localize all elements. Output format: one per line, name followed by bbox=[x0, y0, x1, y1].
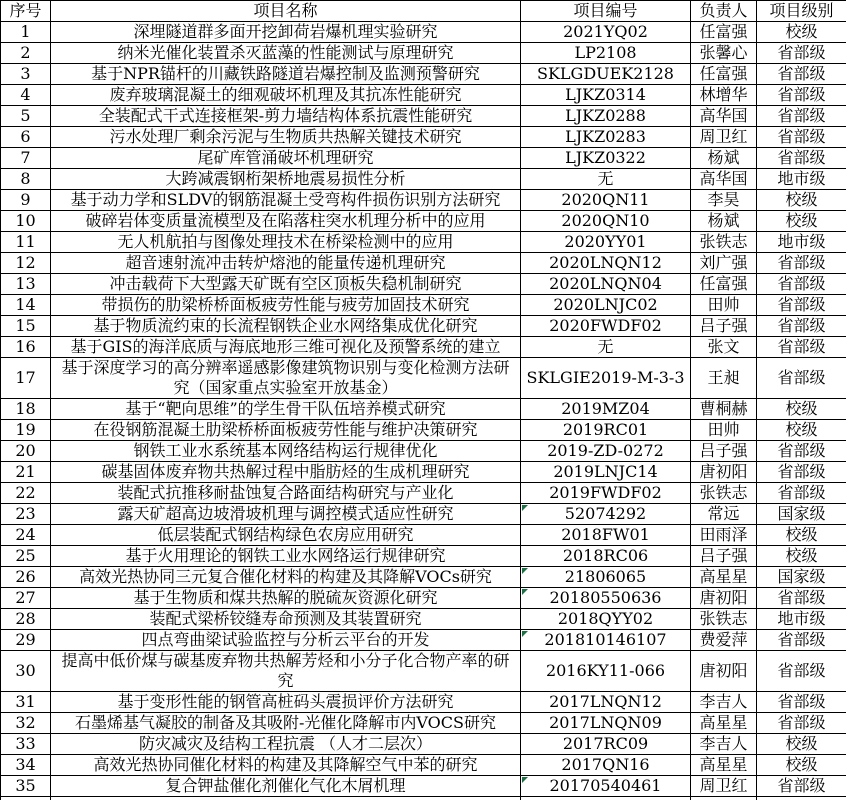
row-index-cell[interactable]: 2 bbox=[1, 43, 51, 64]
leader-cell[interactable]: 杨斌 bbox=[691, 211, 757, 232]
leader-cell[interactable]: 曹桐赫 bbox=[691, 399, 757, 420]
header-cell-leader[interactable]: 负责人 bbox=[691, 1, 757, 22]
table-row bbox=[1, 504, 846, 525]
table-row bbox=[1, 253, 846, 274]
project-code-cell[interactable]: LJKZ0288 bbox=[521, 106, 691, 127]
project-name-cell[interactable]: 装配式抗推移耐盐蚀复合路面结构研究与产业化 bbox=[51, 483, 521, 504]
table-row bbox=[1, 106, 846, 127]
leader-cell[interactable]: 张馨心 bbox=[691, 43, 757, 64]
project-name-cell[interactable]: 高效光热协同催化材料的构建及其降解空气中苯的研究 bbox=[51, 755, 521, 776]
table-body bbox=[1, 22, 846, 801]
leader-cell[interactable]: 任富强 bbox=[691, 274, 757, 295]
row-index-cell[interactable]: 1 bbox=[1, 22, 51, 43]
project-code-cell[interactable]: 21806065 bbox=[521, 567, 691, 588]
level-cell[interactable]: 省部级 bbox=[757, 462, 846, 483]
project-code-cell[interactable]: 无 bbox=[521, 169, 691, 190]
text-format-flag-icon bbox=[522, 631, 528, 637]
level-cell[interactable]: 省部级 bbox=[757, 776, 846, 797]
table-row bbox=[1, 588, 846, 609]
project-name-cell[interactable]: 深埋隧道群多面开挖卸荷岩爆机理实验研究 bbox=[51, 22, 521, 43]
project-name-cell[interactable]: 全装配式干式连接框架-剪力墙结构体系抗震性能研究 bbox=[51, 106, 521, 127]
leader-cell[interactable]: 杨斌 bbox=[691, 148, 757, 169]
header-cell-level[interactable]: 项目级别 bbox=[757, 1, 846, 22]
project-name-cell[interactable]: 四点弯曲梁试验监控与分析云平台的开发 bbox=[51, 630, 521, 651]
level-cell[interactable]: 校级 bbox=[757, 420, 846, 441]
table-row bbox=[1, 148, 846, 169]
row-index-cell[interactable]: 33 bbox=[1, 734, 51, 755]
project-name-cell[interactable]: 废弃玻璃混凝土的细观破坏机理及其抗冻性能研究 bbox=[51, 85, 521, 106]
header-row bbox=[1, 1, 846, 22]
row-index-cell[interactable]: 9 bbox=[1, 190, 51, 211]
table-row bbox=[1, 85, 846, 106]
project-name-cell[interactable]: 石墨烯基气凝胶的制备及其吸附-光催化降解市内VOCS研究 bbox=[51, 713, 521, 734]
level-cell[interactable]: 省部级 bbox=[757, 106, 846, 127]
leader-cell[interactable]: 田雨泽 bbox=[691, 525, 757, 546]
row-index-cell[interactable]: 13 bbox=[1, 274, 51, 295]
level-cell[interactable]: 省部级 bbox=[757, 43, 846, 64]
level-cell[interactable]: 省部级 bbox=[757, 274, 846, 295]
table-row bbox=[1, 525, 846, 546]
leader-cell[interactable]: 吕子强 bbox=[691, 316, 757, 337]
header-cell-name[interactable]: 项目名称 bbox=[51, 1, 521, 22]
table-row bbox=[1, 211, 846, 232]
leader-cell[interactable]: 田帅 bbox=[691, 420, 757, 441]
project-code-cell[interactable]: 52074292 bbox=[521, 504, 691, 525]
table-row bbox=[1, 190, 846, 211]
row-index-cell[interactable]: 19 bbox=[1, 420, 51, 441]
project-code-cell[interactable]: 2017LNQN12 bbox=[521, 692, 691, 713]
project-name-cell[interactable]: 基于生物质和煤共热解的脱硫灰资源化研究 bbox=[51, 588, 521, 609]
row-index-cell[interactable]: 29 bbox=[1, 630, 51, 651]
level-cell[interactable]: 地市级 bbox=[757, 169, 846, 190]
table-row bbox=[1, 755, 846, 776]
row-index-cell[interactable]: 3 bbox=[1, 64, 51, 85]
row-index-cell[interactable]: 10 bbox=[1, 211, 51, 232]
project-code-cell[interactable]: 2018RC06 bbox=[521, 546, 691, 567]
table-row bbox=[1, 399, 846, 420]
level-cell[interactable]: 省部级 bbox=[757, 127, 846, 148]
leader-cell[interactable]: 刘广强 bbox=[691, 253, 757, 274]
project-name-cell[interactable]: 基于变形性能的钢管高桩码头震损评价方法研究 bbox=[51, 692, 521, 713]
row-index-cell[interactable]: 7 bbox=[1, 148, 51, 169]
row-index-cell[interactable]: 26 bbox=[1, 567, 51, 588]
project-code-cell[interactable]: 2020LNQN04 bbox=[521, 274, 691, 295]
project-name-cell[interactable]: 装配式梁桥铰缝寿命预测及其装置研究 bbox=[51, 609, 521, 630]
table-row bbox=[1, 169, 846, 190]
project-code-cell[interactable]: 2020QN10 bbox=[521, 211, 691, 232]
row-index-cell[interactable]: 21 bbox=[1, 462, 51, 483]
leader-cell[interactable]: 吕子强 bbox=[691, 546, 757, 567]
row-index-cell[interactable]: 23 bbox=[1, 504, 51, 525]
leader-cell[interactable]: 王昶 bbox=[691, 358, 757, 399]
row-index-cell[interactable]: 15 bbox=[1, 316, 51, 337]
leader-cell[interactable]: 李吉人 bbox=[691, 734, 757, 755]
leader-cell[interactable]: 任富强 bbox=[691, 22, 757, 43]
row-index-cell[interactable]: 28 bbox=[1, 609, 51, 630]
table-row bbox=[1, 546, 846, 567]
level-cell[interactable]: 地市级 bbox=[757, 609, 846, 630]
row-index-cell[interactable]: 14 bbox=[1, 295, 51, 316]
clipped-cell bbox=[691, 797, 757, 801]
leader-cell[interactable]: 费爱萍 bbox=[691, 630, 757, 651]
project-name-cell[interactable]: 大跨减震钢桁架桥地震易损性分析 bbox=[51, 169, 521, 190]
leader-cell[interactable]: 唐初阳 bbox=[691, 462, 757, 483]
text-format-flag-icon bbox=[522, 589, 528, 595]
level-cell[interactable]: 校级 bbox=[757, 755, 846, 776]
row-index-cell[interactable]: 11 bbox=[1, 232, 51, 253]
project-code-cell[interactable]: 2020QN11 bbox=[521, 190, 691, 211]
table-row bbox=[1, 22, 846, 43]
row-index-cell[interactable]: 20 bbox=[1, 441, 51, 462]
row-index-cell[interactable]: 8 bbox=[1, 169, 51, 190]
table-row bbox=[1, 651, 846, 692]
table-row bbox=[1, 776, 846, 797]
project-code-cell[interactable]: 2016KY11-066 bbox=[521, 651, 691, 692]
table-row bbox=[1, 337, 846, 358]
project-code-cell[interactable]: LJKZ0283 bbox=[521, 127, 691, 148]
project-name-cell[interactable]: 超音速射流冲击转炉熔池的能量传递机理研究 bbox=[51, 253, 521, 274]
row-index-cell[interactable]: 6 bbox=[1, 127, 51, 148]
table-row bbox=[1, 420, 846, 441]
project-code-cell[interactable]: 2019MZ04 bbox=[521, 399, 691, 420]
project-name-cell[interactable]: 冲击载荷下大型露天矿既有空区顶板失稳机制研究 bbox=[51, 274, 521, 295]
project-name-cell[interactable]: 基于动力学和SLDV的钢筋混凝土受弯构件损伤识别方法研究 bbox=[51, 190, 521, 211]
level-cell[interactable]: 省部级 bbox=[757, 337, 846, 358]
row-index-cell[interactable]: 34 bbox=[1, 755, 51, 776]
level-cell[interactable]: 省部级 bbox=[757, 588, 846, 609]
row-index-cell[interactable]: 25 bbox=[1, 546, 51, 567]
leader-cell[interactable]: 高星星 bbox=[691, 755, 757, 776]
row-index-cell[interactable]: 24 bbox=[1, 525, 51, 546]
table-row bbox=[1, 274, 846, 295]
project-name-cell[interactable]: 基于物质流约束的长流程钢铁企业水网络集成优化研究 bbox=[51, 316, 521, 337]
project-name-cell[interactable]: 破碎岩体变质量流模型及在陷落柱突水机理分析中的应用 bbox=[51, 211, 521, 232]
table-row bbox=[1, 316, 846, 337]
table-row bbox=[1, 295, 846, 316]
level-cell[interactable]: 省部级 bbox=[757, 651, 846, 692]
level-cell[interactable]: 省部级 bbox=[757, 316, 846, 337]
project-code-cell[interactable]: 2017RC09 bbox=[521, 734, 691, 755]
level-cell[interactable]: 省部级 bbox=[757, 630, 846, 651]
project-name-cell[interactable]: 基于“靶向思维”的学生骨干队伍培养模式研究 bbox=[51, 399, 521, 420]
table-row bbox=[1, 127, 846, 148]
clipped-cell bbox=[1, 797, 51, 801]
table-row bbox=[1, 609, 846, 630]
table-row bbox=[1, 43, 846, 64]
leader-cell[interactable]: 常远 bbox=[691, 504, 757, 525]
table-row bbox=[1, 692, 846, 713]
level-cell[interactable]: 校级 bbox=[757, 211, 846, 232]
text-format-flag-icon bbox=[522, 505, 528, 511]
project-name-cell[interactable]: 复合钾盐催化剂催化气化木屑机理 bbox=[51, 776, 521, 797]
table-row bbox=[1, 734, 846, 755]
project-name-cell[interactable]: 基于NPR锚杆的川藏铁路隧道岩爆控制及监测预警研究 bbox=[51, 64, 521, 85]
project-code-cell[interactable]: LP2108 bbox=[521, 43, 691, 64]
leader-cell[interactable]: 张铁志 bbox=[691, 232, 757, 253]
project-code-cell[interactable]: 无 bbox=[521, 337, 691, 358]
row-index-cell[interactable]: 35 bbox=[1, 776, 51, 797]
table-row bbox=[1, 462, 846, 483]
project-code-cell[interactable]: 2021YQ02 bbox=[521, 22, 691, 43]
row-index-cell[interactable]: 22 bbox=[1, 483, 51, 504]
leader-cell[interactable]: 张文 bbox=[691, 337, 757, 358]
project-name-cell[interactable]: 碳基固体废弃物共热解过程中脂肪烃的生成机理研究 bbox=[51, 462, 521, 483]
clipped-cell bbox=[757, 797, 846, 801]
level-cell[interactable]: 省部级 bbox=[757, 713, 846, 734]
table-row bbox=[1, 567, 846, 588]
project-code-cell[interactable]: 2020YY01 bbox=[521, 232, 691, 253]
project-name-cell[interactable]: 防灾减灾及结构工程抗震 （人才二层次） bbox=[51, 734, 521, 755]
project-code-cell[interactable]: 2017LNQN09 bbox=[521, 713, 691, 734]
project-name-cell[interactable]: 在役钢筋混凝土肋梁桥桥面板疲劳性能与维护决策研究 bbox=[51, 420, 521, 441]
table-row bbox=[1, 441, 846, 462]
clipped-row-stub bbox=[1, 797, 846, 801]
project-name-cell[interactable]: 污水处理厂剩余污泥与生物质共热解关键技术研究 bbox=[51, 127, 521, 148]
leader-cell[interactable]: 任富强 bbox=[691, 64, 757, 85]
row-index-cell[interactable]: 16 bbox=[1, 337, 51, 358]
project-code-cell[interactable]: 201810146107 bbox=[521, 630, 691, 651]
row-index-cell[interactable]: 27 bbox=[1, 588, 51, 609]
project-code-cell[interactable]: 2019RC01 bbox=[521, 420, 691, 441]
project-code-cell[interactable]: 2018QYY02 bbox=[521, 609, 691, 630]
project-code-cell[interactable]: LJKZ0322 bbox=[521, 148, 691, 169]
row-index-cell[interactable]: 31 bbox=[1, 692, 51, 713]
project-code-cell[interactable]: SKLGIE2019-M-3-3 bbox=[521, 358, 691, 399]
level-cell[interactable]: 省部级 bbox=[757, 253, 846, 274]
row-index-cell[interactable]: 18 bbox=[1, 399, 51, 420]
leader-cell[interactable]: 周卫红 bbox=[691, 127, 757, 148]
level-cell[interactable]: 省部级 bbox=[757, 85, 846, 106]
project-name-cell[interactable]: 钢铁工业水系统基本网络结构运行规律优化 bbox=[51, 441, 521, 462]
level-cell[interactable]: 校级 bbox=[757, 525, 846, 546]
level-cell[interactable]: 省部级 bbox=[757, 148, 846, 169]
project-name-cell[interactable]: 基于GIS的海洋底质与海底地形三维可视化及预警系统的建立 bbox=[51, 337, 521, 358]
project-code-cell[interactable]: 2020LNQN12 bbox=[521, 253, 691, 274]
row-index-cell[interactable]: 5 bbox=[1, 106, 51, 127]
clipped-cell bbox=[51, 797, 521, 801]
project-code-cell[interactable]: LJKZ0314 bbox=[521, 85, 691, 106]
project-name-cell[interactable]: 高效光热协同三元复合催化材料的构建及其降解VOCs研究 bbox=[51, 567, 521, 588]
project-name-cell[interactable]: 露天矿超高边坡滑坡机理与调控模式适应性研究 bbox=[51, 504, 521, 525]
leader-cell[interactable]: 唐初阳 bbox=[691, 588, 757, 609]
level-cell[interactable]: 省部级 bbox=[757, 483, 846, 504]
level-cell[interactable]: 校级 bbox=[757, 734, 846, 755]
project-name-cell[interactable]: 提高中低价煤与碳基废弃物共热解芳烃和小分子化合物产率的研究 bbox=[51, 651, 521, 692]
level-cell[interactable]: 校级 bbox=[757, 399, 846, 420]
project-code-cell[interactable]: 20170540461 bbox=[521, 776, 691, 797]
project-code-cell[interactable]: 2018FW01 bbox=[521, 525, 691, 546]
level-cell[interactable]: 国家级 bbox=[757, 567, 846, 588]
project-name-cell[interactable]: 无人机航拍与图像处理技术在桥梁检测中的应用 bbox=[51, 232, 521, 253]
leader-cell[interactable]: 高华国 bbox=[691, 106, 757, 127]
leader-cell[interactable]: 高华国 bbox=[691, 169, 757, 190]
table-row bbox=[1, 64, 846, 85]
leader-cell[interactable]: 李吉人 bbox=[691, 692, 757, 713]
row-index-cell[interactable]: 30 bbox=[1, 651, 51, 692]
row-index-cell[interactable]: 32 bbox=[1, 713, 51, 734]
leader-cell[interactable]: 高星星 bbox=[691, 567, 757, 588]
text-format-flag-icon bbox=[522, 568, 528, 574]
table-row bbox=[1, 630, 846, 651]
project-code-cell[interactable]: 2019FWDF02 bbox=[521, 483, 691, 504]
level-cell[interactable]: 省部级 bbox=[757, 441, 846, 462]
leader-cell[interactable]: 周卫红 bbox=[691, 776, 757, 797]
project-name-cell[interactable]: 低层装配式钢结构绿色农房应用研究 bbox=[51, 525, 521, 546]
project-code-cell[interactable]: SKLGDUEK2128 bbox=[521, 64, 691, 85]
leader-cell[interactable]: 田帅 bbox=[691, 295, 757, 316]
level-cell[interactable]: 省部级 bbox=[757, 295, 846, 316]
row-index-cell[interactable]: 12 bbox=[1, 253, 51, 274]
leader-cell[interactable]: 唐初阳 bbox=[691, 651, 757, 692]
project-code-cell[interactable]: 2020LNJC02 bbox=[521, 295, 691, 316]
leader-cell[interactable]: 张铁志 bbox=[691, 483, 757, 504]
table-row bbox=[1, 232, 846, 253]
project-name-cell[interactable]: 纳米光催化装置杀灭蓝藻的性能测试与原理研究 bbox=[51, 43, 521, 64]
project-name-cell[interactable]: 基于火用理论的钢铁工业水网络运行规律研究 bbox=[51, 546, 521, 567]
level-cell[interactable]: 校级 bbox=[757, 190, 846, 211]
clipped-cell bbox=[521, 797, 691, 801]
leader-cell[interactable]: 林增华 bbox=[691, 85, 757, 106]
table-row bbox=[1, 483, 846, 504]
project-code-cell[interactable]: 20180550636 bbox=[521, 588, 691, 609]
project-code-cell[interactable]: 2020FWDF02 bbox=[521, 316, 691, 337]
leader-cell[interactable]: 张铁志 bbox=[691, 609, 757, 630]
leader-cell[interactable]: 高星星 bbox=[691, 713, 757, 734]
project-code-cell[interactable]: 2019LNJC14 bbox=[521, 462, 691, 483]
level-cell[interactable]: 省部级 bbox=[757, 64, 846, 85]
row-index-cell[interactable]: 4 bbox=[1, 85, 51, 106]
leader-cell[interactable]: 吕子强 bbox=[691, 441, 757, 462]
header-cell-code[interactable]: 项目编号 bbox=[521, 1, 691, 22]
level-cell[interactable]: 省部级 bbox=[757, 358, 846, 399]
project-name-cell[interactable]: 带损伤的肋梁桥桥面板疲劳性能与疲劳加固技术研究 bbox=[51, 295, 521, 316]
project-name-cell[interactable]: 基于深度学习的高分辨率遥感影像建筑物识别与变化检测方法研究（国家重点实验室开放基金） bbox=[51, 358, 521, 399]
level-cell[interactable]: 校级 bbox=[757, 22, 846, 43]
row-index-cell[interactable]: 17 bbox=[1, 358, 51, 399]
project-code-cell[interactable]: 2017QN16 bbox=[521, 755, 691, 776]
level-cell[interactable]: 地市级 bbox=[757, 232, 846, 253]
level-cell[interactable]: 校级 bbox=[757, 546, 846, 567]
leader-cell[interactable]: 李昊 bbox=[691, 190, 757, 211]
table-row bbox=[1, 358, 846, 399]
table-row bbox=[1, 713, 846, 734]
project-code-cell[interactable]: 2019-ZD-0272 bbox=[521, 441, 691, 462]
project-name-cell[interactable]: 尾矿库管涌破坏机理研究 bbox=[51, 148, 521, 169]
text-format-flag-icon bbox=[522, 777, 528, 783]
header-cell-index[interactable]: 序号 bbox=[1, 1, 51, 22]
level-cell[interactable]: 国家级 bbox=[757, 504, 846, 525]
level-cell[interactable]: 省部级 bbox=[757, 692, 846, 713]
